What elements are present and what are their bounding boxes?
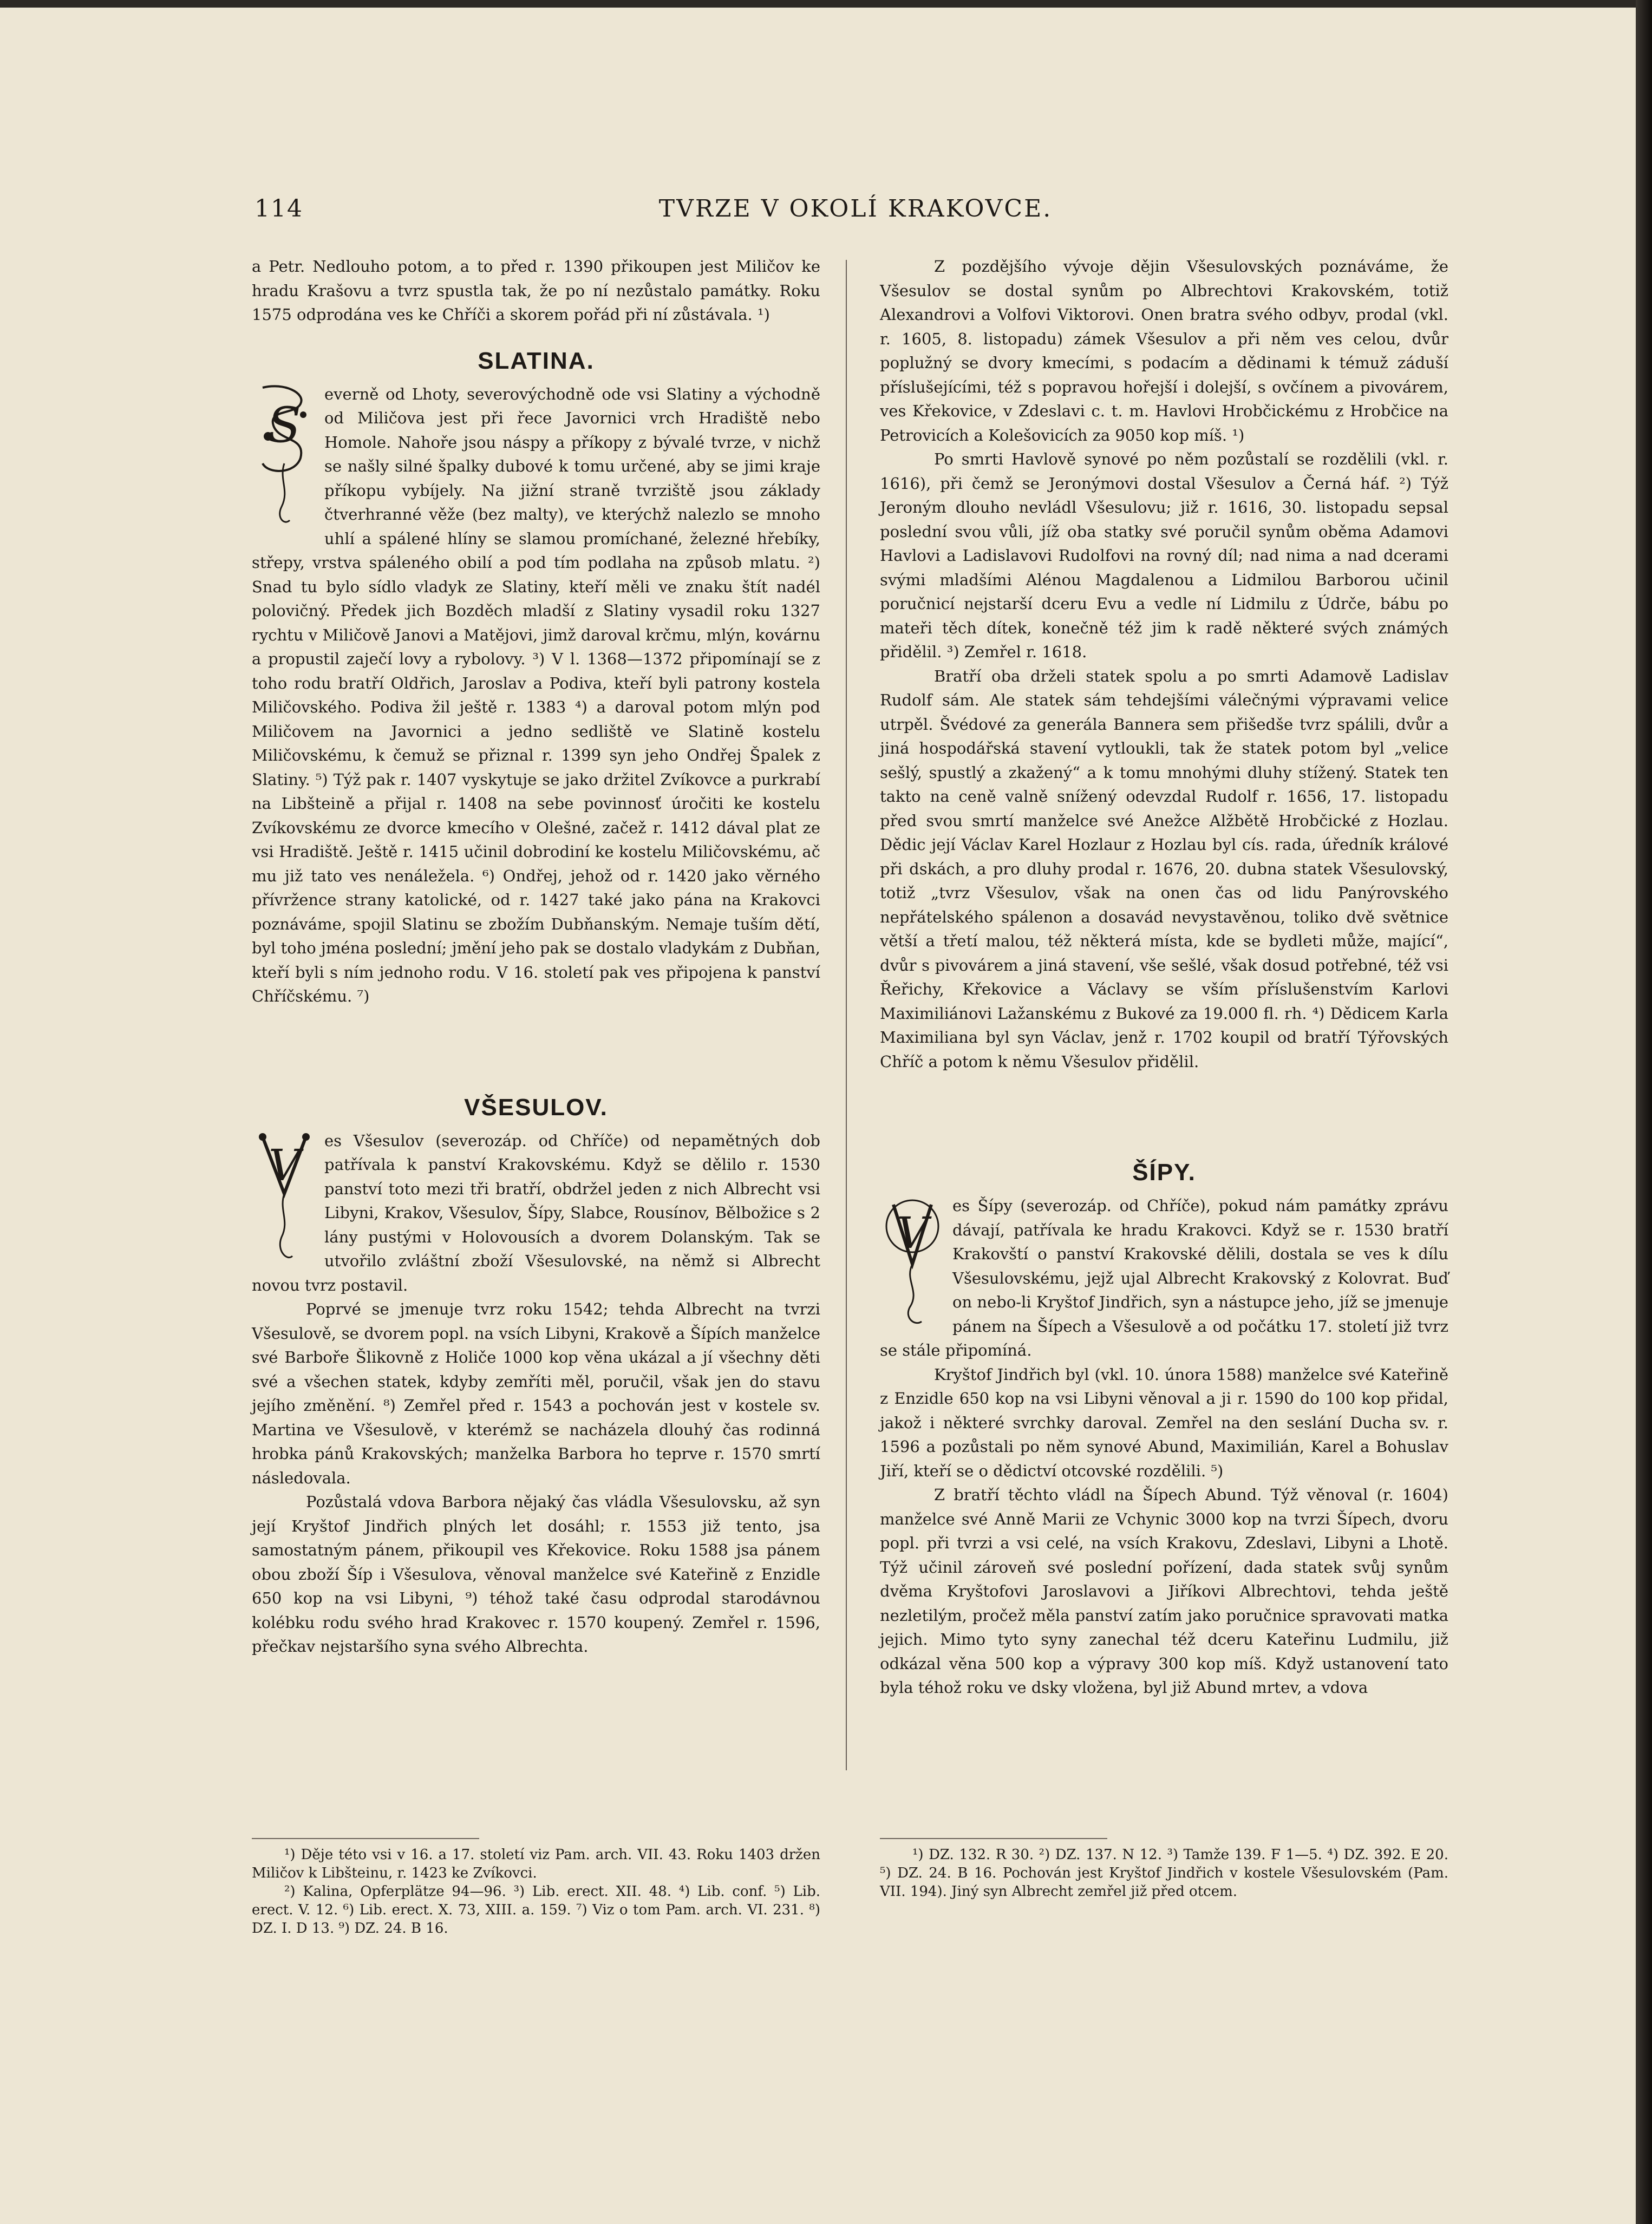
footnote: ²) Kalina, Opferplätze 94—96. ³) Lib. erect. XII. 48. ⁴) Lib. conf. ⁵) Lib. erect. V. 12. ⁶) Lib. erect. X. 73, XIII. a. 159. ⁷) Viz o tom Pam. arch. VI. 231. ⁸) DZ. I. D 13. ⁹) DZ. 24. B 16. [252,1883,820,1937]
book-edge-shadow [1636,0,1652,2224]
right-para-1: Z pozdějšího vývoje dějin Všesulovských poznáváme, že Všesulov se dostal synům po Albrechtovi Krakovském, totiž Alexandrovi a Volfovi Viktorovi. Onen bratra svého odbyv, prodal (vkl. r. 1605, 8. listopadu) zámek Všesulov a při něm ves celou, dvůr poplužný se dvory kmecími, s podacím a dědinami k témuž záduší příslušejícími, též s popravou hořejší i dolejší, s ovčínem a pivovárem, ves Křekovice, v Zdeslavi c. t. m. Havlovi Hrobčickému z Hrobčice na Petrovicích a Kolešovicích za 9050 kop míš. ¹) [880,257,1448,444]
column-divider [846,260,847,1770]
initial-s-icon [252,382,317,528]
vsesulov-para-3: Pozůstalá vdova Barbora nějaký čas vládla Všesulovsku, až syn její Kryštof Jindřich plných let dosáhl; r. 1553 již tento, jsa samostatným pánem, přikoupil ves Křekovice. Roku 1588 jsa pánem obou zboží Šíp i Všesulova, věnoval manželce své Kateřině z Enzidle 650 kop na vsi Libyni, ⁹) téhož také času odprodal starodávnou kolébku rodu svého hrad Krakovec r. 1570 koupený. Zemřel r. 1596, přečkav nejstaršího syna svého Albrechta. [252,1493,820,1656]
section-heading-sipy: ŠÍPY. [1132,1159,1196,1186]
page-header [254,189,1457,227]
svg-text:V: V [269,1140,300,1191]
intro-paragraph: a Petr. Nedlouho potom, a to před r. 1390 přikoupen jest Miličov ke hradu Krašovu a tvrz spustla tak, že po ní nezůstalo památky. Roku 1575 odprodána ves ke Chříči a skorem pořád při ní zůstávala. ¹) [252,257,820,324]
right-para-2: Po smrti Havlově synové po něm pozůstalí se rozdělili (vkl. r. 1616), při čemž se Jeronýmovi dostal Všesulov a Černá háf. ²) Týž Jeroným dlouho nevládl Všesulovu; již r. 1616, 30. listopadu sepsal poslední svou vůli, jíž oba statky své poručil synům oběma Adamovi Havlovi a Ladislavovi Rudolfovi na rovný díl; nad nima a nad dcerami svými mladšími Alénou Magdalenou a Lidmilou Barborou učinil poručnicí nejstarší dceru Evu a vedle ní Lidmilu z Údrče, bábu po mateři těch dítek, konečně též jim k radě některé svých známých přidělil. ³) Zemřel r. 1618. [880,450,1448,661]
section-heading-vsesulov: VŠESULOV. [464,1094,608,1121]
initial-v-icon [883,1194,942,1329]
footnote: ¹) DZ. 132. R 30. ²) DZ. 137. N 12. ³) Tamže 139. F 1—5. ⁴) DZ. 392. E 20. ⁵) DZ. 24. B 16. Pochován jest Kryštof Jindřich v kostele Všesulovském (Pam. VII. 194). Jiný syn Albrecht zemřel již před otcem. [880,1847,1448,1900]
sipy-para-2: Kryštof Jindřich byl (vkl. 10. února 1588) manželce své Kateřině z Enzidle 650 kop na vsi Libyni věnoval a ji r. 1590 do 100 kop přidal, jakož i některé svrchky daroval. Zemřel na den seslání Ducha sv. r. 1596 a pozůstali po něm synové Abund, Maximilián, Karel a Bohuslav Jiří, kteří se o dědictví otcovské rozdělili. ⁵) [880,1365,1448,1480]
sipy-para-3: Z bratří těchto vládl na Šípech Abund. Týž věnoval (r. 1604) manželce své Anně Marii ze Vchynic 3000 kop na tvrzi Šípech, dvoru popl. při tvrzi a vsi celé, na vsích Krakovu, Zdeslavi, Libyni a Lhotě. Týž učinil zároveň své poslední pořízení, dada statek svůj synům dvěma Kryštofovi Jaroslavovi a Jiříkovi Albrechtovi, tehda ještě nezletilým, pročež měla panství zatím jako poručnice spravovati matka jejich. Mimo tyto syny zanechal též dceru Kateřinu Ludmilu, již odkázal věna 500 kop a výpravy 300 kop míš. Když ustanovení tato byla téhož roku ve dsky vložena, byl již Abund mrtev, a vdova [880,1486,1448,1697]
sipy-para-1: es Šípy (severozáp. od Chříče), pokud nám památky zprávu dávají, patřívala ke hradu Krakovci. Když se r. 1530 bratří Krakovští o panství Krakovské dělili, dostala se ves k dílu Všesulovskému, jejž ujal Albrecht Krakovský z Kolovrat. Buď on nebo-li Kryštof Jindřich, syn a nástupce jeho, jíž se jmenuje pánem na Šípech a Všesulově a od počátku 17. století již tvrz se stále připomíná. [880,1196,1448,1359]
ornamental-initial-v-sipy [880,1194,945,1329]
ornamental-initial-v [252,1129,317,1264]
footnotes-left [252,1838,820,1938]
footnote-rule [880,1838,1107,1839]
footnote-rule [252,1838,479,1839]
ornamental-initial-s [252,382,317,531]
right-column [880,254,1448,1700]
running-head: TVRZE V OKOLÍ KRAKOVCE. [658,195,1053,223]
scan-top-edge [0,0,1652,8]
footnote: ¹) Děje této vsi v 16. a 17. století viz Pam. arch. VII. 43. Roku 1403 držen Miličov k Libšteinu, r. 1423 ke Zvíkovci. [252,1847,820,1881]
svg-text:S: S [267,396,301,454]
slatina-text: everně od Lhoty, severovýchodně ode vsi Slatiny a východně od Miličova jest při řece Javornici vrch Hradiště nebo Homole. Nahoře jsou náspy a příkopy z bývalé tvrze, v nichž se našly silné špalky dubové k tomu určené, aby se jimi kraje příkopu vybíjely. Na jižní straně tvrziště jsou základy čtverhranné věže (bez malty), ve kterýchž nalezlo se mnoho uhlí a spálené hlíny se slamou promíchané, železné hřebíky, střepy, vrstva spáleného obilí a pod tím podlaha na způsob mlatu. ²) Snad tu bylo sídlo vladyk ze Slatiny, kteří měli ve znaku štít nadél polovičný. Předek jich Bozděch mladší z Slatiny vysadil roku 1327 rychtu v Miličově Janovi a Matějovi, jimž daroval krčmu, mlýn, kovárnu a propustil zaječí lovy a rybolovy. ³) V l. 1368—1372 připomínají se z toho rodu bratří Oldřich, Jaroslav a Podiva, kteří byli patrony kostela Miličovského. Podiva žil ještě r. 1383 ⁴) a daroval potom mlýn pod Miličovem na Javornici a jedno sedliště ve Slatině kostelu Miličovskému, k čemuž se přiznal r. 1399 syn jeho Ondřej Špalek z Slatiny. ⁵) Týž pak r. 1407 vyskytuje se jako držitel Zvíkovce a purkrabí na Libšteině a přijal r. 1408 na sebe povinnosť úročiti ke kostelu Zvíkovskému ze dvorce kmecího v Olešné, začež r. 1412 dával plat ze vsi Hradiště. Ještě r. 1415 učinil dobrodiní ke kostelu Miličovskému, ač mu již tato ves nenáležela. ⁶) Ondřej, jehož od r. 1420 jako věrného přívržence strany katolické, od r. 1427 také jako pána na Krakovci poznáváme, spojil Slatinu se zbožím Dubňanským. Nemaje tuším dětí, byl toho jména poslední; jmění jeho pak se dostalo vladykám z Dubňan, kteří byli s ním jednoho rodu. V 16. století pak ves připojena k panství Chříčskému. ⁷) [252,384,820,1005]
footnotes-right [880,1838,1448,1901]
svg-text:V: V [897,1208,928,1258]
section-heading-slatina: SLATINA. [478,347,595,374]
section-spacer [880,1074,1448,1139]
section-spacer [252,1009,820,1074]
left-column [252,254,820,1659]
page-number: 114 [254,195,303,223]
vsesulov-para-1: es Všesulov (severozáp. od Chříče) od nepamětných dob patřívala k panství Krakovskému. Když se dělilo r. 1530 panství toto mezi tři bratří, obdržel jeden z nich Albrecht vsi Libyni, Krakov, Všesulov, Šípy, Slabce, Rousínov, Bělbožice s 2 lány pustými v Holovousích a dvorem Dolanským. Tak se utvořilo zvláštní zboží Všesulovské, na němž si Albrecht novou tvrz postavil. [252,1131,820,1294]
right-para-3: Bratří oba drželi statek spolu a po smrti Adamově Ladislav Rudolf sám. Ale statek sám tehdejšími válečnými výpravami velice utrpěl. Švédové za generála Bannera sem přišedše tvrz spálili, dvůr a jiná hospodářská stavení vytloukli, tak že statek potom byl „velice sešlý, spustlý a zkažený“ a k tomu mnohými dluhy stížený. Statek ten takto na ceně valně snížený odevzdal Rudolf r. 1656, 17. listopadu před svou smrtí manželce své Anežce Alžbětě Hrobčické z Hozlau. Dědic její Václav Karel Hozlaur z Hozlau byl cís. rada, úředník králové při dskách, a pro dluhy prodal r. 1676, 20. dubna statek Všesulovský, totiž „tvrz Všesulov, však na onen čas od lidu Panýrovského nepřátelského spálenon a dosavád nevystavěnou, toliko dvě světnice větší a třetí malou, též některá místa, kde se bydleti může, mající“, dvůr s pivovárem a jiná stavení, vše sešlé, však dosud potřebné, též vsi Řeřichy, Křekovice a Václavy se vším příslušenstvím Karlovi Maximiliánovi Lažanskému z Bukové za 19.000 fl. rh. ⁴) Dědicem Karla Maximiliana byl syn Václav, jenž r. 1702 koupil od bratří Týřovských Chříč a potom k němu Všesulov přidělil. [880,666,1448,1071]
vsesulov-para-2: Poprvé se jmenuje tvrz roku 1542; tehda Albrecht na tvrzi Všesulově, se dvorem popl. na vsích Libyni, Krakově a Šípích manželce své Barboře Šlikovně z Holiče 1000 kop věna ukázal a jí všechny děti své a všechen statek, kdyby zemříti měl, poručil, však jen do stavu jejího změnění. ⁸) Zemřel před r. 1543 a pochován jest v kostele sv. Martina ve Všesulově, v kterémž se nacházela dlouhý čas rodinná hrobka pánů Krakovských; manželka Barbora ho teprve r. 1570 smrtí následovala. [252,1300,820,1487]
initial-v-icon [254,1129,314,1264]
